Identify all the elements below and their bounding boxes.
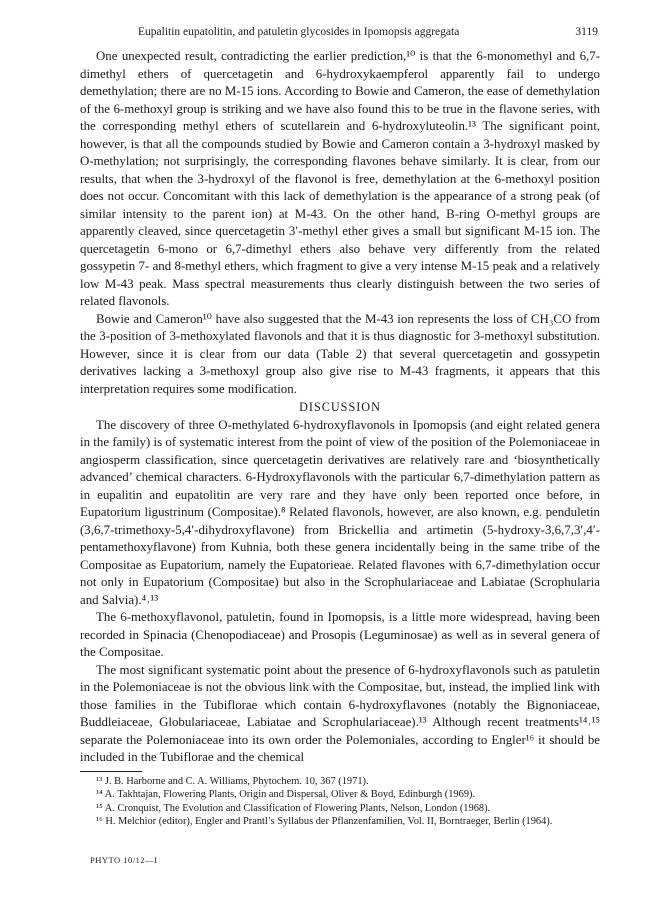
footnote: ¹⁴ A. Takhtajan, Flowering Plants, Origin and Dispersal, Oliver & Boyd, Edinburgh (1969). (96, 789, 476, 800)
footnote: ¹⁵ A. Cronquist, The Evolution and Classification of Flowering Plants, Nelson, London (1968). (96, 802, 491, 814)
footnotes (80, 775, 600, 829)
article-body (80, 48, 600, 829)
footnote: ¹⁶ H. Melchior (editor), Engler and Prantl’s Syllabus der Pflanzenfamilien, Vol. II, Borntraeger, Berlin (1964). (96, 816, 553, 827)
running-title: Eupalitin eupatolitin, and patuletin glycosides in Ipomopsis aggregata (138, 26, 460, 38)
section-heading: DISCUSSION (299, 400, 381, 414)
discussion-paragraph: The most significant systematic point about the presence of 6-hydroxyflavonols such as patuletin in the Polemoniaceae is not the obvious link with the Compositae, but, instead, the implied link with those families in the Tubiflorae which contain 6-hydroxyflavones (notably the Bignoniaceae, Buddleiaceae, Globulariaceae, Labiatae and Scrophulariaceae).¹³ Although recent treatments¹⁴˒¹⁵ separate the Polemoniaceae into its own order the Polemoniales, according to Engler¹⁶ it should be included in the Tubiflorae and the chemical (80, 662, 600, 764)
discussion-paragraph: The discovery of three O-methylated 6-hydroxyflavonols in Ipomopsis (and eight related genera in the family) is of systematic interest from the point of view of the position of the Polemoniaceae in angiosperm classification, since quercetagetin derivatives are relatively rare and ‘biosynthetically advanced’ chemical characters. 6-Hydroxyflavonols with the particular 6,7-dimethylation pattern as in eupalitin and eupatolitin are very rare and they have only been reported once before, in Eupatorium ligustrinum (Compositae).⁸ Related flavonols, however, are also known, e.g. penduletin (3,6,7-trimethoxy-5,4′-dihydroxyflavone) from Brickellia and artimetin (5-hydroxy-3,6,7,3′,4′-pentamethoxyflavone) from Kuhnia, both these genera incidentally being in the same tribe of the Compositae as Eupatorium, namely the Eupatorieae. Related flavones with 6,7-dimethylation occur not only in Eupatorium (Compositae) but also in the Scrophulariaceae and Labiatae (Scrophularia and Salvia).⁴˒¹³ (80, 417, 600, 607)
page-number: 3119 (575, 26, 598, 38)
body-paragraph: Bowie and Cameron¹⁰ have also suggested that the M-43 ion represents the loss of CH₃CO from the 3-position of 3-methoxylated flavonols and that it is thus diagnostic for 3-methoxyl substitution. However, since it is clear from our data (Table 2) that several quercetagetin and gossypetin derivatives lacking a 3-methoxyl group also give rise to M-43 fragments, it appears that this interpretation requires some modification. (80, 311, 600, 396)
running-header (138, 26, 598, 42)
footnote-divider (80, 771, 142, 772)
body-paragraph: One unexpected result, contradicting the earlier prediction,¹⁰ is that the 6-monomethyl and 6,7-dimethyl ethers of quercetagetin and 6-hydroxykaempferol apparently fail to undergo demethylation; there are no M-15 ions. According to Bowie and Cameron, the ease of demethylation of the 6-methoxyl group is striking and we have also found this to be true in the flavone series, with the corresponding methyl ethers of scutellarein and 6-hydroxyluteolin.¹³ The significant point, however, is that all the compounds studied by Bowie and Cameron contain a 3-hydroxyl masked by O-methylation; not surprisingly, the corresponding flavones behave similarly. It is clear, from our results, that when the 3-hydroxyl of the flavonol is free, demethylation at the 6-methoxyl position does not occur. Concomitant with this lack of demethylation is the appearance of a strong peak (of similar intensity to the parent ion) at M-43. On the other hand, B-ring O-methyl groups are apparently cleaved, since quercetagetin 3′-methyl ether gives a small but significant M-15 ion. The quercetagetin 6-mono or 6,7-dimethyl ethers also behave very differently from the related gossypetin 7- and 8-methyl ethers, which fragment to give a very intense M-15 peak and a relatively low M-43 peak. Mass spectral measurements thus clearly distinguish between the two series of related flavonols. (80, 49, 600, 308)
discussion-paragraph: The 6-methoxyflavonol, patuletin, found in Ipomopsis, is a little more widespread, having been recorded in Spinacia (Chenopodiaceae) and Prosopis (Leguminosae) as well as in several genera of the Compositae. (80, 610, 600, 659)
page-footer: PHYTO 10/12—I (90, 855, 158, 865)
footnote: ¹³ J. B. Harborne and C. A. Williams, Phytochem. 10, 367 (1971). (96, 775, 369, 787)
